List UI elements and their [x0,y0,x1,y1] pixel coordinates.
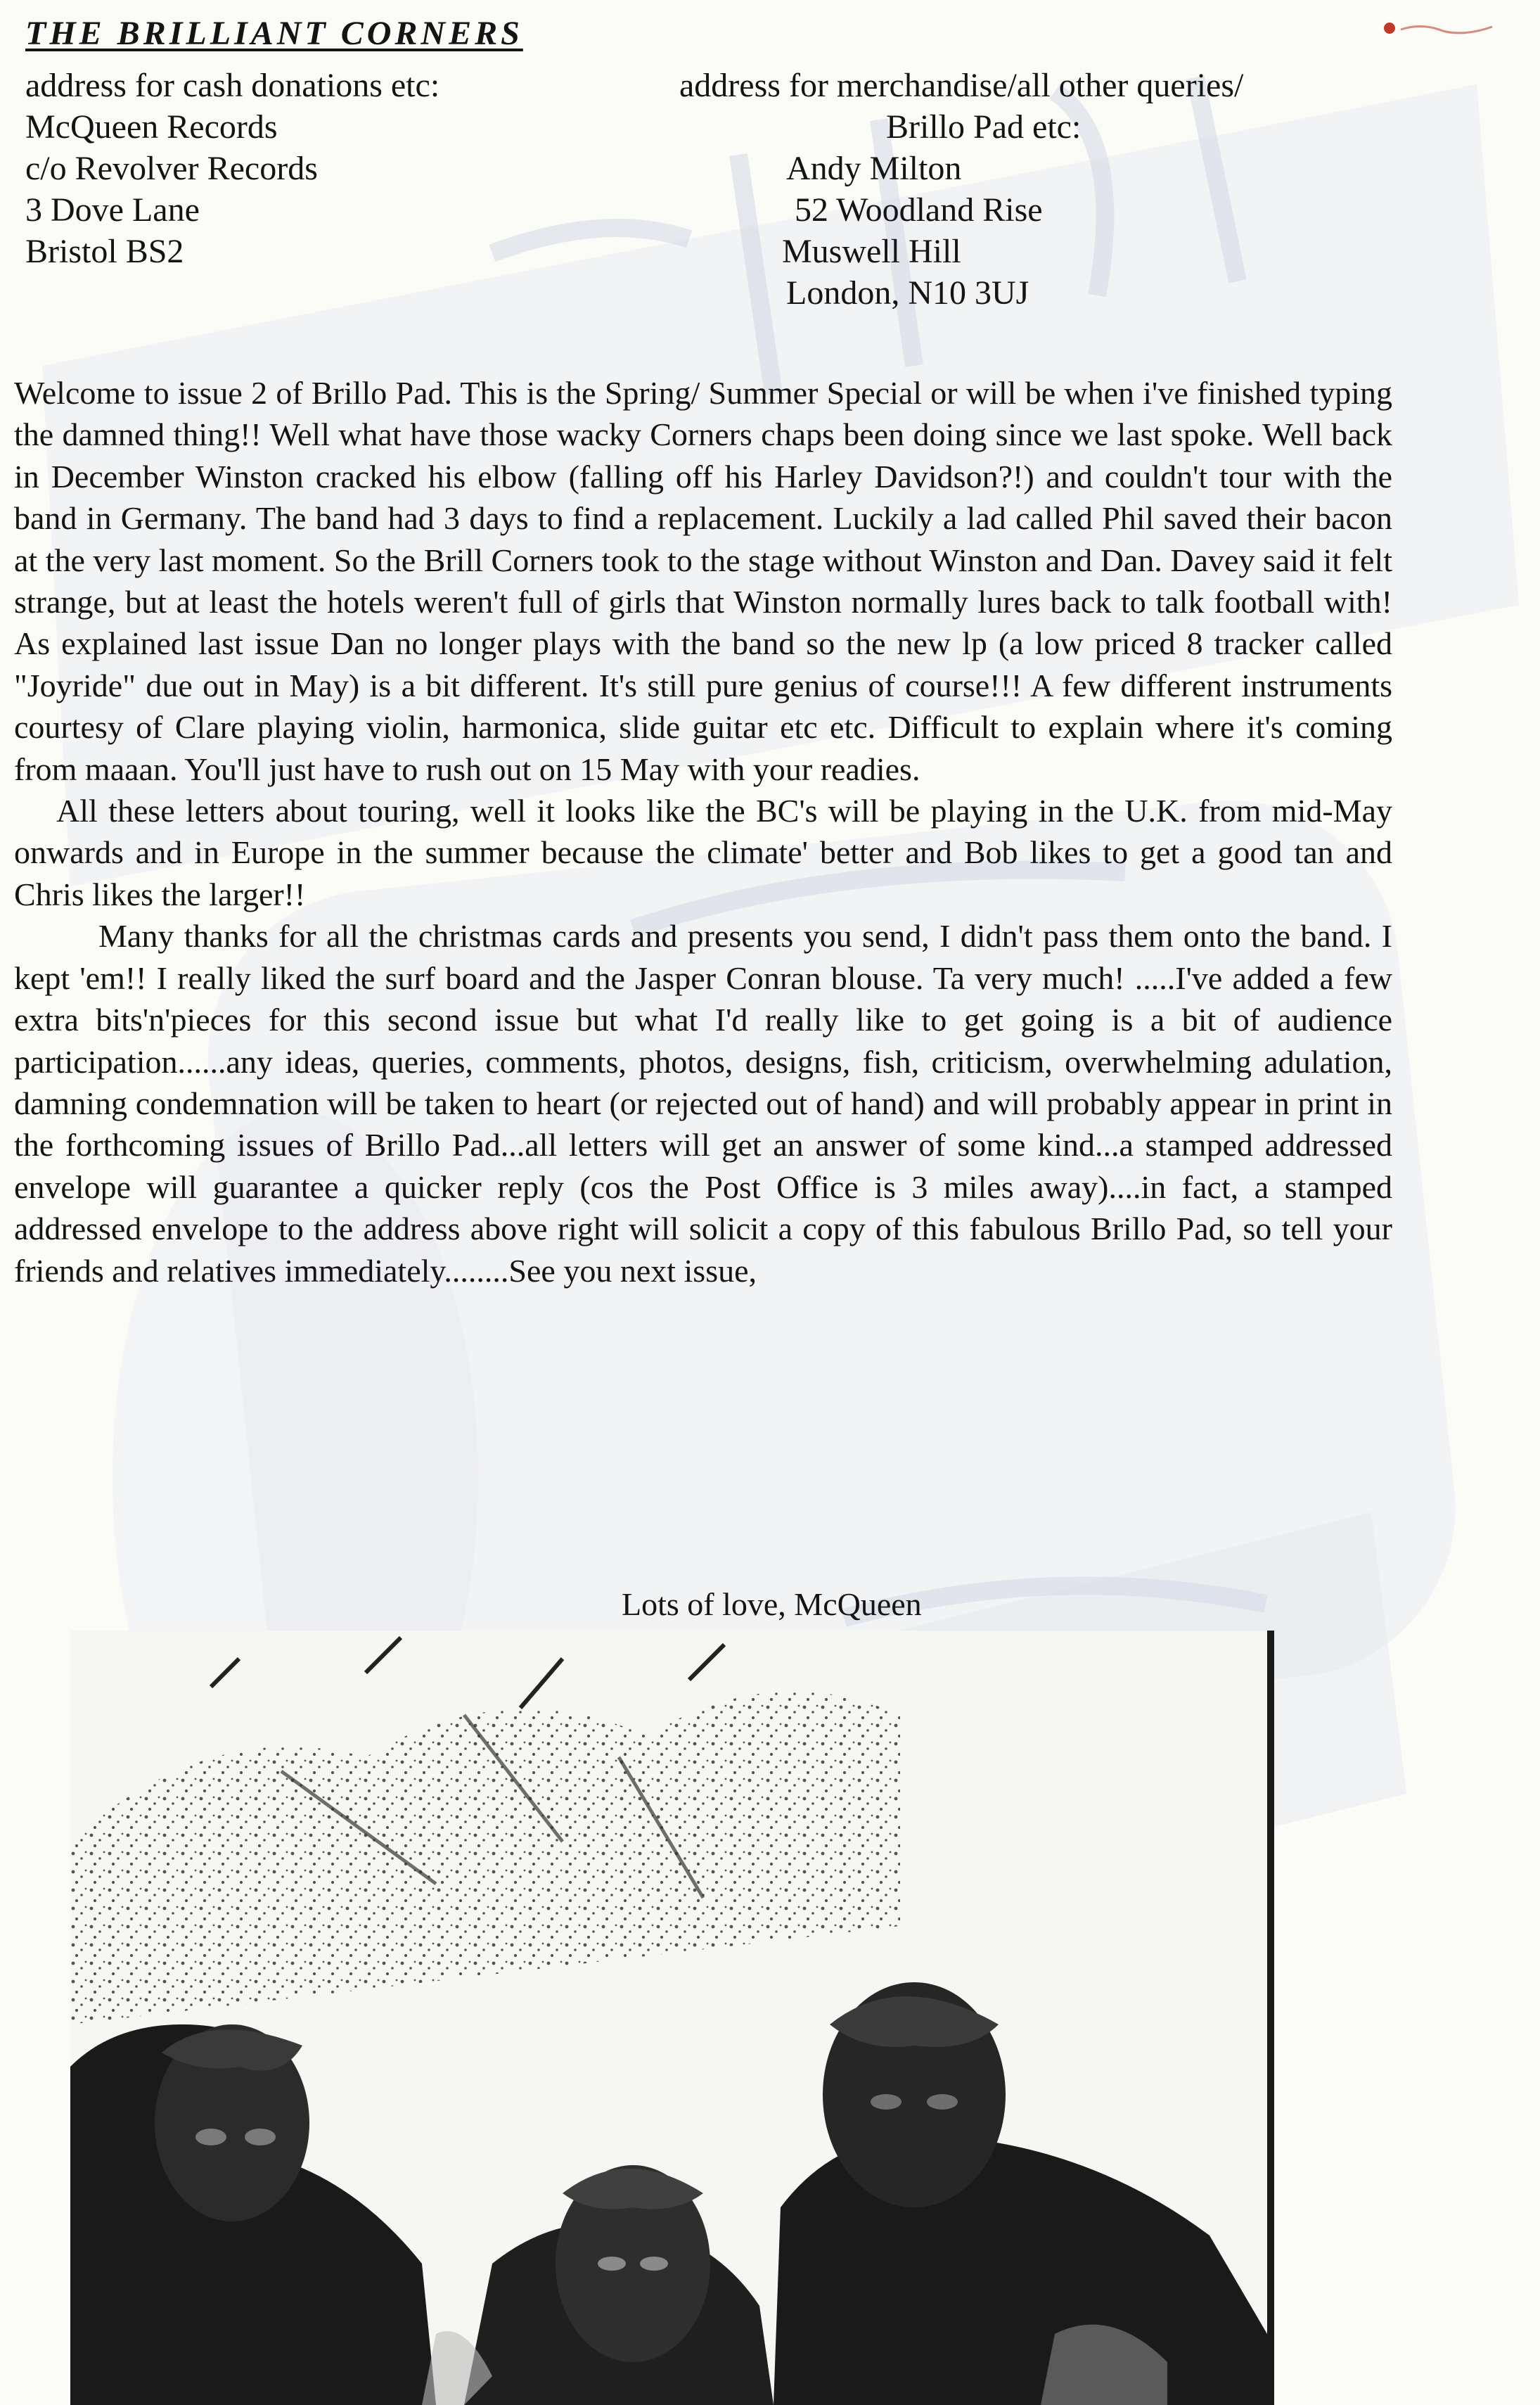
address-line: London, N10 3UJ [786,274,1029,312]
address-line: Muswell Hill [782,233,961,270]
address-line: Andy Milton [786,150,962,187]
corner-ink-mark [1380,15,1499,44]
address-line: address for merchandise/all other queries/ [679,67,1244,104]
editorial-letter [14,372,1392,1291]
address-line: 52 Woodland Rise [795,191,1043,229]
address-line: McQueen Records [25,108,278,146]
letter-paragraph: Welcome to issue 2 of Brillo Pad. This is the Spring/ Summer Special or will be when i've finished typing the damned thing!! Well what have those wacky Corners chaps been doing since we last spoke. Well back in December Winston cracked his elbow (falling off his Harley Davidson?!) and couldn't tour with the band in Germany. The band had 3 days to find a replacement. Luckily a lad called Phil saved their bacon at the very last moment. So the Brill Corners took to the stage without Winston and Dan. Davey said it felt strange, but at least the hotels weren't full of girls that Winston normally lures back to talk football with! As explained last issue Dan no longer plays with the band so the new lp (a low priced 8 tracker called "Joyride" due out in May) is a bit different. It's still pure genius of course!!! A few different instruments courtesy of Clare playing violin, harmonica, slide guitar etc etc. Difficult to explain where it's coming from maaan. You'll just have to rush out on 15 May with your readies. [14,375,1392,787]
letter-signoff: Lots of love, McQueen [622,1586,922,1622]
address-line: address for cash donations etc: [25,67,440,104]
letter-paragraph: Many thanks for all the christmas cards and presents you send, I didn't pass them onto the band. I kept 'em!! I really liked the surf board and the Jasper Conran blouse. Ta very much! .....I've added a few extra bits'n'pieces for this second issue but what I'd really like to get going is a bit of audience participation......any ideas, queries, comments, photos, designs, fish, criticism, overwhelming adulation, damning condemnation will be taken to heart (or rejected out of hand) and will probably appear in print in the forthcoming issues of Brillo Pad...all letters will get an answer of some kind...a stamped addressed envelope will guarantee a quicker reply (cos the Post Office is 3 miles away)....in fact, a stamped addressed envelope to the address above right will solicit a copy of this fabulous Brillo Pad, so tell your friends and relatives immediately........See you next issue, [14,918,1392,1289]
address-line: Brillo Pad etc: [886,108,1082,146]
letter-paragraph: All these letters about touring, well it looks like the BC's will be playing in the U.K. from mid-May onwards and in Europe in the summer because the climate' better and Bob likes to get a good tan and Chris likes the larger!! [14,793,1392,912]
address-cash-donations [25,65,439,272]
band-photo [70,1631,1274,2405]
address-merchandise-queries [679,65,1243,314]
address-line: 3 Dove Lane [25,191,200,229]
masthead-title: THE BRILLIANT CORNERS [25,15,523,52]
address-line: c/o Revolver Records [25,150,318,187]
address-line: Bristol BS2 [25,233,184,270]
